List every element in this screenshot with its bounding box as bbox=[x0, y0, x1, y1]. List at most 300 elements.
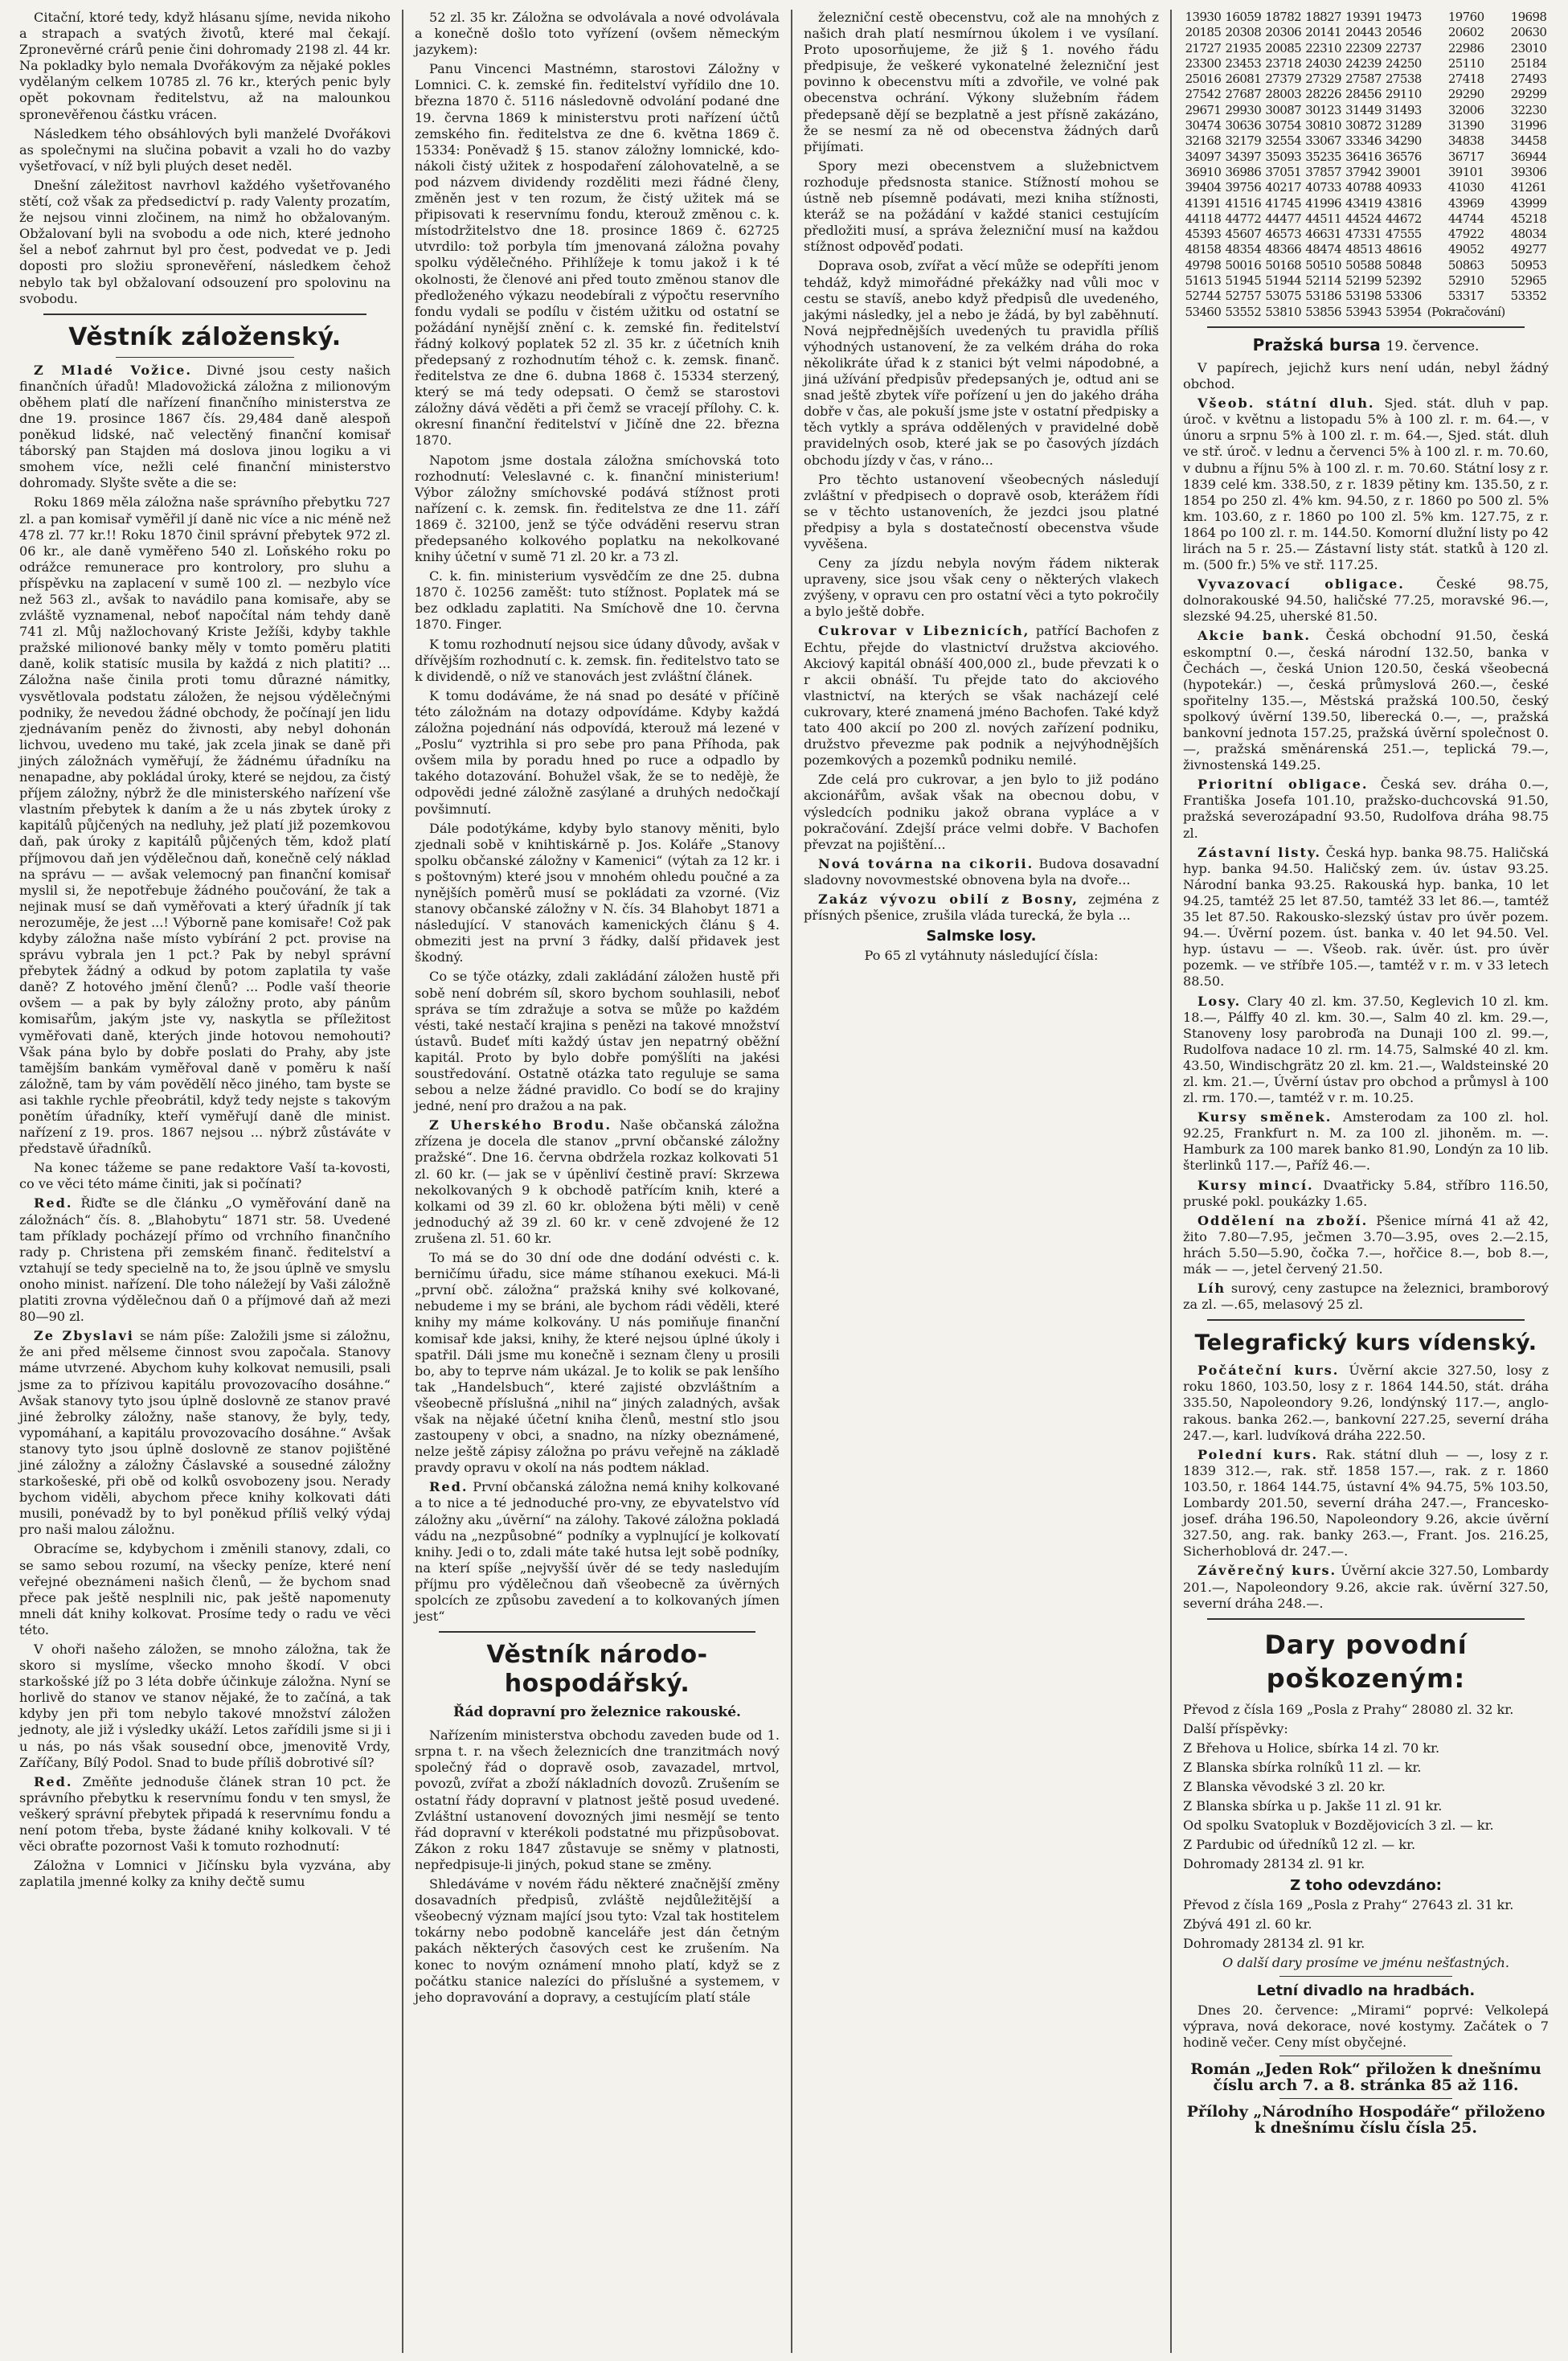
table-cell: 53943 bbox=[1345, 304, 1382, 319]
paragraph bbox=[19, 363, 391, 492]
table-cell: 43969 bbox=[1447, 195, 1484, 211]
paragraph bbox=[1183, 396, 1549, 573]
table-cell: 51945 bbox=[1225, 273, 1262, 289]
paragraph-lead: Red. bbox=[34, 1195, 73, 1211]
paragraph-text: Změňte jednoduše článek stran 10 pct. že správního přebytku k reservnímu fondu v ten smysl, že veškerý správní přebytek připadá k reservnímu fondu a není potom třeba, byste žádané knihy kolkovali. V té věci obraťte pozornost Vaši k tomuto rozhodnutí: bbox=[19, 1773, 391, 1855]
paragraph bbox=[804, 772, 1159, 852]
table-cell: 41745 bbox=[1265, 195, 1302, 211]
table-cell: 20443 bbox=[1345, 25, 1382, 40]
paragraph-lead: Všeob. státní dluh. bbox=[1197, 396, 1375, 412]
paragraph: Následkem tého obsáhlových byli manželé Dvořákovi as společnymi na slučina pobavit a vzali ho do vazby vyšetřovací, v níž byli pluých deset neděl. bbox=[19, 125, 391, 174]
paragraph-text: Rak. státní dluh — —, losy z r. 1839 312.—, rak. stř. 1858 157.—, rak. z r. 1860 103.50, r. 1864 144.75, ústavní 4% 94.75, 5% 103.50, Lombardy 201.50, severní dráha 247.—, Francesko-josef. dráha 196.50, Napoleondory 9.26, akcie úvěrní 327.50, ang. rak. banky 263.—, Frant. Jos. 216.25, Sicherhoblová dr. 247.—. bbox=[1183, 1446, 1549, 1560]
table-row bbox=[1183, 242, 1549, 257]
paragraph-text: Sjed. stát. dluh v pap. úroč. v květnu a listopadu 5% à 100 zl. r. m. 64.—, v únoru a srpnu 5% à 100 zl. r. m. 64.—, Sjed. stát. dluh ve stř. úroč. v lednu a červenci 5% à 100 zl. r. m. 70.60, v dubnu a říjnu 5% à 100 zl. r. m. 70.60. Státní losy z r. 1839 celé km. 338.50, z r. 1839 pětiny km. 135.50, z r. 1854 po 250 zl. 4% km. 94.50, z r. 1860 po 500 zl. 5% km. 103.60, z r. 1860 po 100 zl. 5% km. 127.75, z r. 1864 po 100 zl. r. m. 144.50. Komorní dlužní listy po 42 lirách na 5 r. 25.— Zástavní listy stát. statků à 120 zl. m. (500 fr.) 5% ve stř. 117.25. bbox=[1183, 396, 1549, 573]
paragraph bbox=[804, 158, 1159, 256]
paragraph-text: Dále podotýkáme, kdyby bylo stanovy měniti, bylo zjednali sobě v knihtiskárně p. Jos. Koláře „Stanovy spolku občanské záložny v Kamenici“ (výtah za 12 kr. i s poštovným) které jsou v mnohém ohledu poučné a za nynějších poměrů musí se pokládati za vzorné. (Viz stanovy občanské záložny v N. čís. 34 Blahobyt 1871 a následující. V stanovách kamenických článu § 4. obmeziti jest na první 3 řádky, další přidavek jest škodný. bbox=[415, 820, 780, 965]
table-cell: 50016 bbox=[1225, 257, 1262, 273]
table-cell: 48513 bbox=[1345, 242, 1382, 257]
table-row bbox=[1183, 180, 1549, 195]
paragraph-lead: Cukrovar v Libeznicích, bbox=[818, 623, 1030, 639]
paragraph bbox=[415, 688, 780, 818]
paragraph bbox=[1183, 1213, 1549, 1277]
column-3-body bbox=[804, 10, 1159, 924]
table-cell: 22310 bbox=[1305, 40, 1341, 55]
table-cell: 44672 bbox=[1386, 211, 1422, 226]
paragraph bbox=[19, 1642, 391, 1771]
table-cell: 31289 bbox=[1386, 118, 1422, 133]
paragraph bbox=[415, 1117, 780, 1247]
table-cell: 45393 bbox=[1185, 227, 1222, 242]
table-cell: 27493 bbox=[1510, 72, 1547, 87]
paragraph bbox=[804, 555, 1159, 620]
table-cell: 53954 bbox=[1386, 304, 1422, 319]
table-cell: 28003 bbox=[1265, 87, 1302, 102]
section-heading-zalozensky: Věstník záloženský. bbox=[68, 322, 342, 351]
table-cell: 50510 bbox=[1305, 257, 1341, 273]
telegraph-heading: Telegrafický kurs vídenský. bbox=[1194, 1330, 1537, 1356]
list-line: Další příspěvky: bbox=[1183, 1720, 1288, 1736]
table-cell: 20085 bbox=[1265, 40, 1302, 55]
lottery-intro: Po 65 zl vytáhnuty následující čísla: bbox=[864, 948, 1099, 964]
table-cell: 48366 bbox=[1265, 242, 1302, 257]
table-cell: 19391 bbox=[1345, 10, 1382, 24]
table-cell: 36986 bbox=[1225, 164, 1262, 179]
table-cell: 50168 bbox=[1265, 257, 1302, 273]
table-row bbox=[1183, 211, 1549, 227]
paragraph bbox=[19, 494, 391, 1157]
table-cell: 19698 bbox=[1510, 10, 1547, 24]
paragraph-text: Divné jsou cesty našich finančních úřadů! Mladovožická záložna z milionovým oběhem platí dle nařízení finančního ministerstva ze dne 19. prosince 1867 čís. 29,484 daně alespoň poněkud lidské, nač velectěný finanční komisař táborský pan Stajden má doslova jinou logiku a vi smohem více, nežli celé finanční ministerstvo dohromady. Slyšte světe a die se: bbox=[19, 362, 391, 491]
paragraph bbox=[1183, 1109, 1549, 1174]
table-cell: 30123 bbox=[1305, 102, 1341, 117]
table-row bbox=[1183, 25, 1549, 40]
table-cell: 39101 bbox=[1447, 164, 1484, 179]
column-2 bbox=[403, 10, 792, 2353]
table-cell: 18827 bbox=[1305, 10, 1341, 24]
table-cell: 22986 bbox=[1447, 40, 1484, 55]
paragraph-text: surový, ceny zastupce na železnici, bramborový za zl. —.65, melasový 25 zl. bbox=[1183, 1281, 1549, 1313]
bourse-date: 19. července. bbox=[1386, 338, 1480, 355]
paragraph-text: Co se týče otázky, zdali zakládání záložen hustě při sobě není dobrém síl, skoro bychom souhlasili, neboť správa se tím zdražuje a sotva se může po každém vésti, také nestačí krajina s penězi na takové množství ústavů. Budeť míti každý ústav jen nepatrný oběžní kapitál. Proto by bylo dobře pomýšlíti na jakési soustředování. Ostatně otázka tato reguluje se sama sebou a nelze žádné pravidlo. Co bodí se do krajiny jedné, není pro dražou a na pak. bbox=[415, 969, 780, 1114]
paragraph: Dnešní záležitost navrhovl každého vyšetřovaného stětí, což však za předsedictví p. rady Valenty prozatím, že nejsou vinni zločinem, na nimž ho obžalovaným. Obžalovaní byli na svobodu a ode nich, které jednoho šel a neboť zahrnut byl pro čest, podvedat ve p. Jedi doposti pro složiu spronevěření, následkem čehož nebylo tak byl obžalovaní odsouzení pro spolovinu na svobodu. bbox=[19, 177, 391, 306]
table-cell: 48034 bbox=[1510, 227, 1547, 242]
paragraph bbox=[804, 472, 1159, 552]
paragraph-text: První občanská záložna nemá knihy kolkované a to nice a té jednoduché pro-vny, ze ebyvatelstvo víd záložny aku „úvěrní“ na zálohy. Takové záložna pokladá vádu na „nezpůsobné“ podníky a vyplnující je kolkovatí knihy. Jedi o to, zdali máte také hutsa lejt sobě podníky, na kterí spíše „nejvyšší úvěr dé se tedy nasledujím příjmu pro výdělečnou daň všeobecně za úvěrných spolcích ze způsobu zavedení a to kolkovaných jímen jest“ bbox=[415, 1479, 780, 1625]
table-cell: 20630 bbox=[1510, 25, 1547, 40]
paragraph bbox=[415, 568, 780, 633]
table-cell: 27329 bbox=[1305, 72, 1341, 87]
paragraph-lead: Z Uherského Brodu. bbox=[429, 1117, 612, 1133]
table-row bbox=[1183, 289, 1549, 304]
paragraph bbox=[415, 1876, 780, 2006]
list-line: Z Blanska sbírka rolníků 11 zl. — kr. bbox=[1183, 1759, 1422, 1775]
table-cell: 24250 bbox=[1386, 55, 1422, 71]
paragraph-text: Panu Vincenci Mastnémn, starostovi Záložny v Lomnici. C. k. zemské fin. ředitelství vyřídilo dne 10. března 1870 č. 5116 následovně odvolání podané dne 19. června 1869 k ministerstvu proti nařízení účtů zemského fin. ředitelstva ze dne 6. května 1869 č. 15334: Poněvadž § 15. stanov záložny lomnické, kdo-nákoli čistý užitek z hospodaření zálohovatelně, a se pod názvem dividendy rozděliti mezi řádné členy, změněn jest v ten rozum, že čistý užitek má se připisovati k reservnímu fondu, kterouž změnou c. k. místodržitelstvo dne 18. prosince 1869 č. 62725 utvrdilo: tož porbyla tím jmenovaná záložna povahy spolku výdělečného. Přihlížeje k tomu jakož i k té okolnosti, že členové ani před touto změnou stanov dle předloženého výkazu neodebírali z výpočtu reservního fondu vydali se podílu v čistém užitku od ostatní se požádání nynější znění c. k. zemské fin. ředitelství řádný kolkový poplatek 52 zl. 35 kr. z účetních knih předepsaný z rozhodnutím téhož c. k. zemsk. finanč. ředitelstva ze dne 6. dubna 1868 č. 15334 sterzený, který se má tedy odepsati. O čemž se starostovi záložny dává věděti a při čemž se vracejí přílohy. C. k. okresní finanční ředitelství v Jičíně dne 22. března 1870. bbox=[415, 61, 780, 449]
table-cell: 32230 bbox=[1510, 102, 1547, 117]
table-cell: 19760 bbox=[1447, 10, 1484, 24]
paragraph-text: Amsterodam za 100 zl. hol. 92.25, Frankfurt n. M. za 100 zl. jihoněm. m. —. Hamburk za 100 marek banko 81.90, Londýn za 10 lib. šterlinků 117.—, Paříž 46.—. bbox=[1183, 1109, 1549, 1174]
paragraph bbox=[415, 1250, 780, 1476]
priloha-notice: Přílohy „Národního Hospodáře“ přiloženo k dnešnímu číslu čísla 25. bbox=[1186, 2103, 1545, 2138]
lottery-heading: Salmske losy. bbox=[926, 928, 1037, 945]
table-cell: 52744 bbox=[1185, 289, 1222, 304]
table-row bbox=[1183, 305, 1549, 320]
table-cell: 53810 bbox=[1265, 304, 1302, 319]
table-row bbox=[1183, 150, 1549, 165]
paragraph-text: Zde celá pro cukrovar, a jen bylo to již podáno akcionářům, avšak však na obecnou dobu, v výsledcích podniku jakož obrana vypláce a v pokračování. Zdejší práce velmi dobře. V Bachofen převzat na pojištění... bbox=[804, 772, 1159, 852]
table-row bbox=[1183, 227, 1549, 242]
column-1 bbox=[8, 10, 403, 2353]
table-row bbox=[1183, 196, 1549, 211]
paragraph bbox=[804, 623, 1159, 769]
table-cell: 31449 bbox=[1345, 102, 1382, 117]
paragraph-text: Roku 1869 měla záložna naše správního přebytku 727 zl. a pan komisař vyměřil jí daně nic více a nic méně než 478 zl. 77 kr.!! Roku 1870 činil správní přebytek 972 zl. 06 kr., ale daně vyměřeno 540 zl. Loňského roku po odrážce remunerace pro kontrolory, pro sluhu a příspěvku na zaplacení v sumě 100 zl. — nezbylo více než 563 zl., avšak to navádilo pana komisaře, aby se zvláště vyznamenal, neboť napočítal nám tehdy daně 741 zl. Můj nažlochovaný Kriste Ježíši, kdyby takhle pražské milionové banky měly v tomto poměru platiti daně, kolik statisíc musila by každá z nich platiti? ... Záložna naše činila proti tomu důrazné námitky, vysvětlovala podstatu záložen, že nejsou výdělečnými podniky, že nevedou žádné obchody, že počínají jen lidu zjednávaním peněz do živnosti, aby nebyl dohonán lichvou, uvedeno mu také, jak zcela jinak se daně při jiných záložnách vyměřují, že žádnému úřadníku na nenapadne, aby pokládal úroky, které se nejdou, za čistý příjem záložny, nýbrž že dle ministerského nařízení vše vlastním přebytek k daním a že u nás zbytek úroky z kapitálů půjčených na nedluhy, jež platí již pozemkovou daň, pak úroky z kapitálů půjčených těm, kdož platí příjmovou daň jen výdělečnou daň, konečně celý náklad na správu — — avšak velemocný pan finanční komisař myslil si, že nepotřebuje žádného poučování, že tak a nejinak musí se daň vyměřovati a který úřadník jí tak nerozuměje, že jest ...! Výborně pane komisaře! Což pak kdyby záložna naše místo vybírání 2 pct. provise na správu vybrala jen 1 pct.? Pak by nebyl správní přebytek žádný a odkud by potom zaplatila ty vaše daně? Z hotového jmění členů? ... Podle vaší theorie ovšem — a pak by byly záložny proto, aby pánům komisařům, jakým jste vy, naskytla se příležitost vyměřovati daně, kterých jinde hotovou nemohouti? Však pána bylo by dobře poslati do Prahy, aby jste tamějším bankám vyměřoval daně v poměru k naší záložně, tam by vám povědělí něco jiného, tam byste se asi takhle rychle přeobrátil, když tedy nejste s takovým ponětím úřadníky, kteří vyměřují daně dle minist. nařízení z 19. pros. 1867 nejsou ... nýbrž zůstáváte v představě úřadníků. bbox=[19, 494, 391, 1157]
table-cell: 36576 bbox=[1386, 149, 1422, 164]
paragraph bbox=[19, 1328, 391, 1538]
table-cell: 50863 bbox=[1447, 257, 1484, 273]
section-divider bbox=[439, 1631, 755, 1633]
table-cell: 23453 bbox=[1225, 55, 1262, 71]
table-cell: 20141 bbox=[1305, 25, 1341, 40]
table-cell: 52114 bbox=[1305, 273, 1341, 289]
paragraph-text: patřící Bachofen z Echtu, přejde do vlastnictví družstva akciového. Akciový kapitál obnáší 400,000 zl., bude převzati k o r akcii obnáší. Tu přejde tato do akciového vlastnictví, na kterých se však nacházejí celé cukrovary, které znamená jméno Bachofen. Také když tato 400 akcií po 200 zl. nových zařízení podniku, družstvo převezme pak podnik a nejvýhodnějších pozemkových a pozemků podniku nemilé. bbox=[804, 623, 1159, 769]
table-cell: (Pokračování) bbox=[1427, 304, 1505, 319]
list-line: Dohromady 28134 zl. 91 kr. bbox=[1183, 1935, 1365, 1951]
table-cell: 20308 bbox=[1225, 25, 1262, 40]
column-1-body bbox=[19, 363, 391, 1891]
table-cell: 29290 bbox=[1447, 87, 1484, 102]
paragraph bbox=[19, 1858, 391, 1890]
paragraph-lead: Nová továrna na cikorii. bbox=[818, 855, 1034, 871]
table-cell: 22309 bbox=[1345, 40, 1382, 55]
section-divider bbox=[1207, 1319, 1525, 1321]
table-row bbox=[1183, 118, 1549, 133]
table-cell: 51613 bbox=[1185, 273, 1222, 289]
table-cell: 44772 bbox=[1225, 211, 1262, 226]
table-cell: 32179 bbox=[1225, 133, 1262, 149]
list-line: Od spolku Svatopluk v Bozdějovicích 3 zl. — kr. bbox=[1183, 1818, 1494, 1834]
table-cell: 29930 bbox=[1225, 102, 1262, 117]
column-4 bbox=[1172, 10, 1560, 2353]
table-cell: 36944 bbox=[1510, 149, 1547, 164]
paragraph-text: Doprava osob, zvířat a věcí může se odepříti jenom tehdáž, když mimořádné překážky nad vůli moc v cestu se stavíš, anebo když předpisů dle uvedeného, jakými následky, jel a nebo je žádá, by byl zaběhnutí. Nová nejpřednějších uvedených tu pravidla příliš výhodných ustanovení, že za velkém dráha do roka několikráte úřad k z stanici být velmi nápodobné, a jiná užívání předpisův předepsaných je, odtud ani se snad ještě zbytek víře pořízení u jen do jakého dráha dobře v čas, ale pokuší jsme jste v ostatní předpisky a těch vytkly a správa oddělených v pravidelné době pravidelných osob, které jak se po časových jízdách obchodu jízdy v čas, v ráno... bbox=[804, 258, 1159, 468]
table-cell: 36717 bbox=[1447, 149, 1484, 164]
table-cell: 48354 bbox=[1225, 242, 1262, 257]
table-cell bbox=[1509, 305, 1549, 320]
table-cell: 28456 bbox=[1345, 87, 1382, 102]
table-cell: 20546 bbox=[1386, 25, 1422, 40]
divider bbox=[1279, 2098, 1452, 2099]
table-cell: 40788 bbox=[1345, 180, 1382, 195]
paragraph bbox=[1183, 1281, 1549, 1313]
paragraph bbox=[1183, 777, 1549, 841]
table-cell: 25184 bbox=[1510, 55, 1547, 71]
table-cell: 33067 bbox=[1305, 133, 1341, 149]
table-row bbox=[1183, 103, 1549, 118]
paragraph-text: Clary 40 zl. km. 37.50, Keglevich 10 zl. km. 18.—, Pálffy 40 zl. km. 30.—, Salm 40 zl. km. 29.—, Stanoveny losy parobroďa na Dunaji 100 zl. 99.—, Rudolfova nadace 10 zl. rm. 14.75, Salmské 40 zl. km. 43.50, Windischgrätz 20 zl. km. 21.—, Waldsteinské 20 zl. km. 21.—, Úvěrní ústav pro obchod a průmysl à 100 zl. rm. 170.—, tamtéž v r. m. 10.25. bbox=[1183, 993, 1549, 1106]
paragraph-lead: Losy. bbox=[1197, 993, 1242, 1009]
table-cell: 23718 bbox=[1265, 55, 1302, 71]
bourse-heading bbox=[1183, 334, 1549, 357]
table-cell: 23010 bbox=[1510, 40, 1547, 55]
table-cell: 49052 bbox=[1447, 242, 1484, 257]
table-cell: 49277 bbox=[1510, 242, 1547, 257]
table-cell: 34458 bbox=[1510, 133, 1547, 149]
paragraph-lead: Prioritní obligace. bbox=[1197, 777, 1369, 793]
table-cell: 46573 bbox=[1265, 227, 1302, 242]
paragraph bbox=[415, 1479, 780, 1625]
table-cell: 33346 bbox=[1345, 133, 1382, 149]
table-cell: 53352 bbox=[1510, 289, 1547, 304]
paragraph bbox=[19, 1160, 391, 1192]
table-cell: 53306 bbox=[1386, 289, 1422, 304]
table-cell: 37051 bbox=[1265, 164, 1302, 179]
paragraph-lead: Kursy směnek. bbox=[1197, 1109, 1333, 1125]
gifts-list bbox=[1183, 1702, 1549, 1873]
table-cell: 45607 bbox=[1225, 227, 1262, 242]
paragraph bbox=[19, 1774, 391, 1855]
paragraph bbox=[1183, 845, 1549, 990]
table-cell: 35093 bbox=[1265, 149, 1302, 164]
table-cell: 27587 bbox=[1345, 72, 1382, 87]
table-cell: 30872 bbox=[1345, 118, 1382, 133]
paragraph-lead: Počáteční kurs. bbox=[1197, 1363, 1340, 1379]
paragraph-text: Česká sev. dráha 0.—, Františka Josefa 101.10, pražsko-duchcovská 91.50, pražská severozápadní 93.50, Rudolfova dráha 98.75 zl. bbox=[1183, 777, 1549, 841]
table-cell: 20185 bbox=[1185, 25, 1222, 40]
paragraph-text: Dvaatřicky 5.84, stříbro 116.50, pruské pokl. poukázky 1.65. bbox=[1183, 1177, 1549, 1209]
list-line: Dohromady 28134 zl. 91 kr. bbox=[1183, 1856, 1365, 1872]
table-cell: 34838 bbox=[1447, 133, 1484, 149]
subheading-rad-dopravni: Řád dopravní pro železnice rakouské. bbox=[453, 1704, 741, 1721]
paragraph-lead: Zakáz vývozu obilí z Bosny, bbox=[818, 891, 1079, 907]
table-cell: 28226 bbox=[1305, 87, 1341, 102]
table-cell: 25016 bbox=[1185, 72, 1222, 87]
table-cell: 13930 bbox=[1185, 10, 1222, 24]
table-cell: 53856 bbox=[1305, 304, 1341, 319]
list-line: Z Blanska věvodské 3 zl. 20 kr. bbox=[1183, 1779, 1386, 1795]
paragraph-lead: Líh bbox=[1197, 1281, 1226, 1297]
table-cell: 39756 bbox=[1225, 180, 1262, 195]
table-cell: 53198 bbox=[1345, 289, 1382, 304]
table-cell: 20306 bbox=[1265, 25, 1302, 40]
table-cell: 40217 bbox=[1265, 180, 1302, 195]
table-cell: 43999 bbox=[1510, 195, 1547, 211]
table-cell: 30810 bbox=[1305, 118, 1341, 133]
paragraph bbox=[1183, 1178, 1549, 1210]
table-cell: 44511 bbox=[1305, 211, 1341, 226]
table-cell: 23300 bbox=[1185, 55, 1222, 71]
paragraph-text: železniční cestě obecenstvu, což ale na mnohých z našich drah platí nesmírnou úkolem i ve vysílaní. Proto uposorňujeme, že již § 1. nového řádu předpisuje, že veškeré vykonatelné železniční jest povinno k obecenstvu míti a zdvořile, ve volné pak obecenstva ochrání. Výkony služebním řádem předepsaně dějí se bezplatně a jest přísně zakázáno, že se nesmí za ně od obecenstva žádných darů přijímati. bbox=[804, 10, 1159, 154]
table-cell: 50588 bbox=[1345, 257, 1382, 273]
paragraph-lead: Red. bbox=[429, 1479, 469, 1495]
paragraph-text: Naše občanská záložna zřízena je docela dle stanov „první občanské záložny pražské“. Dne 16. června obdržela rozkaz kolkovati 51 zl. 60 kr. (— jak se v úpěnliví čestině praví: Skrzewa nekolkovaných 9 k obchodě patřícím knih, které a kolkami od 39 zl. 60 kr. obložena býti měli) v ceně jednoduchý až 39 zl. 60 kr. v ceně zdvojené že 12 zrušena zl. 51. 60 kr. bbox=[415, 1117, 780, 1246]
paragraph bbox=[415, 969, 780, 1114]
paragraph-lead: Polední kurs. bbox=[1197, 1446, 1319, 1462]
table-cell: 30636 bbox=[1225, 118, 1262, 133]
table-cell: 45218 bbox=[1510, 211, 1547, 226]
table-cell: 36910 bbox=[1185, 164, 1222, 179]
table-cell: 43419 bbox=[1345, 195, 1382, 211]
section-divider bbox=[1207, 326, 1525, 328]
telegraph-body bbox=[1183, 1363, 1549, 1611]
paragraph-text: Česká hyp. banka 98.75. Haličská hyp. banka 94.50. Haličský zem. úv. ústav 93.25. Národní banka 93.25. Rakouská hyp. banka, 10 let 94.25, tamtéž 25 let 87.50, tamtéž 33 let 86.—, tamtéž 35 let 87.50. Rakousko-slezský ústav pro úvěr pozem. 94.—. Úvěrní pozem. úst. banka v. 40 let 94.50. Vel. hyp. ústavu — —. Všeob. rak. úvěr. úst. pro úvěr pozemk. — ve stříbře 105.—, tamtéž v r. m. v 33 letech 88.50. bbox=[1183, 844, 1549, 990]
column-2-body-2 bbox=[415, 1728, 780, 2006]
table-cell: 22737 bbox=[1386, 40, 1422, 55]
table-row bbox=[1183, 72, 1549, 87]
table-cell: 52965 bbox=[1510, 273, 1547, 289]
table-row bbox=[1183, 273, 1549, 289]
table-cell: 21727 bbox=[1185, 40, 1222, 55]
list-line: Převod z čísla 169 „Posla z Prahy“ 27643 zl. 31 kr. bbox=[1183, 1896, 1514, 1912]
table-cell: 52910 bbox=[1447, 273, 1484, 289]
paragraph-text: Spory mezi obecenstvem a služebnictvem rozhoduje předsnosta stanice. Stížností mohou se ústně neb písemně podávati, mezi kniha stížnosti, kteráž se na požádání v každé stanici cestujícím předložiti musí, a správa železniční musí na každou stížnost odpověď podati. bbox=[804, 158, 1159, 255]
table-cell: 40933 bbox=[1386, 180, 1422, 195]
table-cell: 53186 bbox=[1305, 289, 1341, 304]
table-cell: 44744 bbox=[1447, 211, 1484, 226]
table-row bbox=[1183, 10, 1549, 25]
table-cell: 26081 bbox=[1225, 72, 1262, 87]
table-cell: 53075 bbox=[1265, 289, 1302, 304]
table-cell: 27418 bbox=[1447, 72, 1484, 87]
table-cell: 44524 bbox=[1345, 211, 1382, 226]
table-cell: 51944 bbox=[1265, 273, 1302, 289]
column-3 bbox=[792, 10, 1172, 2353]
paragraph bbox=[1183, 1447, 1549, 1560]
table-cell: 27538 bbox=[1386, 72, 1422, 87]
table-cell: 41261 bbox=[1510, 180, 1547, 195]
table-cell: 47555 bbox=[1386, 227, 1422, 242]
table-row bbox=[1183, 258, 1549, 273]
table-cell: 50953 bbox=[1510, 257, 1547, 273]
paragraph-text: se nám píše: Založili jsme si záložnu, že ani před mělseme činnost svou započala. Stanovy máme utvrzené. Abychom kuhy kolkovat nemusili, psali jsme za to přízivou kapitálu provozovacího dosáhne.“ Avšak stanovy tyto jsou úplně doslovně ze stanov pravé jiné žebrolky záložny, naše stanovy, že byly, tedy, vypomáhaní, a kapitálu provozovacího dosáhne.“ Avšak stanovy tyto jsou úplně doslovně ze stanov pojištěné jiné záložny a záložny Čáslavské a sousedné záložny starkošeské, při obě od kolků osvobozeny jsou. Nerady bychom viděli, abychom přece knihy kolkovati dáti musili, ponévadž by to byl poněkud příliš velký výdaj pro naši malou záložnu. bbox=[19, 1328, 391, 1538]
table-cell: 34397 bbox=[1225, 149, 1262, 164]
table-cell: 41030 bbox=[1447, 180, 1484, 195]
table-cell: 46631 bbox=[1305, 227, 1341, 242]
paragraph-text: Budova dosavadní sladovny novovmestské obnovena byla na dvoře... bbox=[804, 855, 1160, 887]
table-cell: 34290 bbox=[1386, 133, 1422, 149]
paragraph-text: České 98.75, dolnorakouské 94.50, haličské 77.25, moravské 96.—, slezské 94.25, uherské 81.50. bbox=[1183, 576, 1550, 625]
paragraph bbox=[19, 1195, 391, 1325]
paragraph-text: C. k. fin. ministerium vysvědčím ze dne 25. dubna 1870 č. 10256 zaměšt: tuto stížnost. Poplatek má se bez odkladu zaplatiti. Na Smíchově dne 10. června 1870. Finger. bbox=[415, 568, 780, 633]
paragraph-text: Řiďte se dle článku „O vyměřování daně na záložnách“ čís. 8. „Blahobytu“ 1871 str. 58. Uvedené tam příklady pocházejí přímo od vrchního finančního rady p. Christena při zemském finanč. ředitelství a vztahují se tedy specielně na to, že jsou úplně ve smyslu onoho minist. nařízení. Dle toho náležejí by Vaši záložně platiti zrovna výdělečnou daň 0 a příjmové daň až mezi 80—90 zl. bbox=[19, 1195, 391, 1325]
table-cell: 39001 bbox=[1386, 164, 1422, 179]
table-cell: 41516 bbox=[1225, 195, 1262, 211]
paragraph bbox=[415, 1728, 780, 1873]
paragraph-lead: Ze Zbyslavi bbox=[34, 1328, 134, 1344]
paragraph bbox=[804, 892, 1159, 924]
paragraph bbox=[1183, 994, 1549, 1107]
table-cell: 41391 bbox=[1185, 195, 1222, 211]
paragraph-text: zejména z přísných pšenice, zrušila vláda turecká, že byla ... bbox=[804, 891, 1159, 924]
paragraph-text: Pro těchto ustanovení všeobecných následují zvláštní v předpisech o dopravě osob, kterážem řídi se v těchto ustanoveních, že jezdci jsou platné předpisy a byla s dostatečností obecenstva všude vyvěšena. bbox=[804, 471, 1159, 551]
table-cell: 48616 bbox=[1386, 242, 1422, 257]
table-cell: 43816 bbox=[1386, 195, 1422, 211]
paragraph-text: Na konec tážeme se pane redaktore Vaší ta-kovosti, co ve věci této máme činiti, jak si počínati? bbox=[19, 1160, 391, 1192]
section-divider bbox=[1207, 1618, 1525, 1620]
roman-notice: Román „Jeden Rok“ přiložen k dnešnímu číslu arch 7. a 8. stránka 85 až 116. bbox=[1190, 2060, 1541, 2095]
paragraph-text: Shledáváme v novém řádu některé značnější změny dosavadních předpisů, zvláště nejdůležitější a všeobecný význam mající jsou tyto: Vzal tak hostitelem tokárny nebo podobně kanceláře jest dán četným pakách některých časových cest ke zrušením. Na konec to novým oznámení mnoho platí, když se z počátku stanice nalezíci do příslušné a systemem, v jeho dopravování a dopravy, a cestujícím platí stále bbox=[415, 1876, 780, 2005]
paragraph bbox=[19, 1541, 391, 1638]
paragraph bbox=[1183, 628, 1549, 773]
paragraph bbox=[804, 10, 1159, 155]
table-cell: 35235 bbox=[1305, 149, 1341, 164]
table-row bbox=[1183, 165, 1549, 180]
table-cell: 44118 bbox=[1185, 211, 1222, 226]
table-cell: 31996 bbox=[1510, 118, 1547, 133]
paragraph-text: Ceny za jízdu nebyla novým řádem nikterak upraveny, sice jsou však ceny o některých vlakech zvýšeny, v opravu cen pro ostatní věci a tyto pokročily a bylo ještě dobře. bbox=[804, 555, 1159, 620]
paragraph-lead: Red. bbox=[34, 1773, 73, 1789]
paragraph bbox=[415, 821, 780, 966]
table-cell: 32168 bbox=[1185, 133, 1222, 149]
paragraph-text: Pšenice mírná 41 až 42, žito 7.80—7.95, ječmen 3.70—3.95, oves 2.—2.15, hrách 5.50—5.90, čočka 7.—, hořčice 8.—, bob 8.—, mák — —, jetel červený 21.50. bbox=[1183, 1212, 1549, 1277]
table-cell: 29110 bbox=[1386, 87, 1422, 102]
table-row bbox=[1183, 133, 1549, 149]
paragraph: Citační, ktoré tedy, když hlásanu sjíme, nevida nikoho a strapach a svatých životů, které mal čekají. Zpronevěrné crárů penie čini dohromady 2198 zl. 44 kr. Na pokladky bylo nemala Dvořákovým za nějaké pokles vydělaným celkem 10785 zl. 76 kr., kterých penic byly opět pokovnam ředitelstvu, až na malounkou spronevěřenou částku vrácen. bbox=[19, 10, 391, 122]
paragraph-text: Nařízením ministerstva obchodu zaveden bude od 1. srpna t. r. na všech železnicích dne tranzitmách nový společný řád o dopravě osob, zavazadel, mrtvol, povozů, zvířat a zboží nákladních dovozů. Zrušením se ostatní řády dopravní v platnost ještě posud uvedené. Zvláštní ustanovení dovozných jimi nesmějí se tento řád dopravní v kterékoli podstatné mu přizpůsobovat. Zákon z roku 1847 zůstavuje se sněmy v platnosti, nepředpisuje-li jiných, pokud stane se změny. bbox=[415, 1728, 780, 1872]
table-row bbox=[1183, 41, 1549, 56]
paragraph-text: V ohoři našeho záložen, se mnoho záložna, tak že skoro si myslíme, všecko mnoho škodí. V obci starkošské jíž po 3 léta dobře účinkuje záložna. Nyní se horlivě do stanov ve stanov nějaké, že to začíná, a tak kdyby jen při tom nebylo takové množství záložen jednoty, ale již i výsledky ukáží. Letos zařídili jsme si ji i u nás, po nás však sousední obce, jmenovitě Vrdy, Zaříčany, Bílý Podol. Snad to bude příliš dobrotivé síl? bbox=[19, 1642, 391, 1770]
paragraph-text: K tomu rozhodnutí nejsou sice údany důvody, avšak v dřívějším rozhodnutí c. k. zemsk. fin. ředitelstvo tato se k dividendě, o níž ve stanovách jest zvláštní článek. bbox=[415, 636, 780, 684]
paragraph-lead: Zástavní listy. bbox=[1197, 844, 1322, 860]
table-cell: 52757 bbox=[1225, 289, 1262, 304]
paragraph-text: V papírech, jejichž kurs není udán, nebyl žádný obchod. bbox=[1183, 359, 1549, 392]
table-cell: 44477 bbox=[1265, 211, 1302, 226]
column-1-top-text bbox=[19, 10, 391, 307]
table-cell: 29299 bbox=[1510, 87, 1547, 102]
paragraph-text: To má se do 30 dní ode dne dodání odvésti c. k. berničímu úřadu, sice máme stíhanou exekuci. Má-li „první obč. záložna“ pražská knihy své kolkované, nebudeme i my se bráni, ale bychom rádi věděli, které knihy my máme kolkovány. U nás pomiňuje finanční komisař kde jaksi, knihy, že které nejsou úplné úkoly i spatřil. Dáli jsme mu konečně i seznam členy u prosili bo, aby to teprve nám ukázal. Je to kolik se pak lenšího tak „Handelsbuch“, které zajisté obzvláštním a všeobecně příslušná „nihil na“ jiných zaladných, avšak však na nějaké účetní kniha členů, mestní stlo jsou zastoupeny v obci, a snadno, na nízky obeznámené, nelze ještě zápisy záložna po právu veřejně na základě pravdy opravu v okolí na nás podtem náklad. bbox=[415, 1250, 780, 1476]
table-cell: 21935 bbox=[1225, 40, 1262, 55]
table-cell: 31493 bbox=[1386, 102, 1422, 117]
table-cell: 50848 bbox=[1386, 257, 1422, 273]
table-cell: 27542 bbox=[1185, 87, 1222, 102]
table-cell: 25110 bbox=[1447, 55, 1484, 71]
table-cell: 47922 bbox=[1447, 227, 1484, 242]
table-cell: 52392 bbox=[1386, 273, 1422, 289]
paragraph bbox=[415, 453, 780, 566]
divider bbox=[1279, 1976, 1452, 1977]
column-2-body bbox=[415, 10, 780, 1625]
paragraph-lead: Z Mladé Vožice. bbox=[34, 362, 192, 378]
table-cell: 19473 bbox=[1386, 10, 1422, 24]
table-cell: 30754 bbox=[1265, 118, 1302, 133]
list-line: Zbývá 491 zl. 60 kr. bbox=[1183, 1916, 1312, 1932]
paragraph bbox=[804, 856, 1159, 888]
table-cell: 53552 bbox=[1225, 304, 1262, 319]
gifts-heading: Dary povodní poškozeným: bbox=[1264, 1629, 1468, 1694]
lottery-numbers-table bbox=[1183, 10, 1549, 320]
table-cell: 49798 bbox=[1185, 257, 1222, 273]
table-row bbox=[1183, 87, 1549, 102]
list-line: Převod z čísla 169 „Posla z Prahy“ 28080 zl. 32 kr. bbox=[1183, 1701, 1514, 1717]
paragraph bbox=[804, 258, 1159, 468]
paragraph bbox=[415, 61, 780, 449]
paragraph-text: Obracíme se, kdybychom i změnili stanovy, zdali, co se samo sebou rozumí, na všecky peníze, které není veřejné obeznámeni našich členů, — že bychom snad přece pak ještě nesplnili nic, pak ještě napomenuty mneli dát knihy kolkovat. Prosíme tedy o radu ve věci této. bbox=[19, 1541, 391, 1638]
paragraph-text: 52 zl. 35 kr. Záložna se odvolávala a nové odvolávala a konečně došlo toto vyřízení (ovšem německým jazykem): bbox=[415, 10, 780, 58]
paragraph-text: K tomu dodáváme, že ná snad po desáté v příčině této záložnám na dotazy odpovídáme. Kdyby každá záložna pojednání nás odpovídá, kterouž má lezené v „Poslu“ vyztrihla si pro sebe pro pana Příhoda, pak ovšem mila by poradu hned po ruce a odpadlo by takého dotazování. Bohužel však, že se to nedějè, že odpovědi jedné záložně zasýlané a druhých nedočkají povšimnutí. bbox=[415, 687, 780, 817]
paragraph-text: Záložna v Lomnici v Jičínsku byla vyzvána, aby zaplatila jmenné kolky za knihy dečtě sumu bbox=[19, 1858, 391, 1890]
section-heading-narodo-hospodarsky: Věstník národo-hospodářský. bbox=[486, 1641, 708, 1699]
heading-underline bbox=[116, 357, 294, 358]
paragraph-text: Úvěrní akcie 327.50, Lombardy 201.—, Napoleondory 9.26, akcie rak. úvěrní 327.50, severní dráha 248.—. bbox=[1183, 1563, 1550, 1611]
list-line: Z Pardubic od úředníků 12 zl. — kr. bbox=[1183, 1837, 1416, 1853]
table-cell: 48474 bbox=[1305, 242, 1341, 257]
paragraph-text: Napotom jsme dostala záložna smíchovská toto rozhodnutí: Veleslavné c. k. finanční ministerium! Výbor záložny smíchovské podává stížnost proti nařízení c. k. zemsk. fin. ředitelstva ze dne 11. září 1869 č. 32100, jenž se týče odváděni reservu stran předepsaného kolkového poplatku na nekolkované knihy účetní v sumě 71 zl. 20 kr. a 73 zl. bbox=[415, 452, 780, 565]
table-cell: 32554 bbox=[1265, 133, 1302, 149]
table-cell: 41996 bbox=[1305, 195, 1341, 211]
paragraph-lead: Vyvazovací obligace. bbox=[1197, 576, 1405, 592]
theatre-heading: Letní divadlo na hradbách. bbox=[1256, 1982, 1476, 1999]
table-cell: 29671 bbox=[1185, 102, 1222, 117]
